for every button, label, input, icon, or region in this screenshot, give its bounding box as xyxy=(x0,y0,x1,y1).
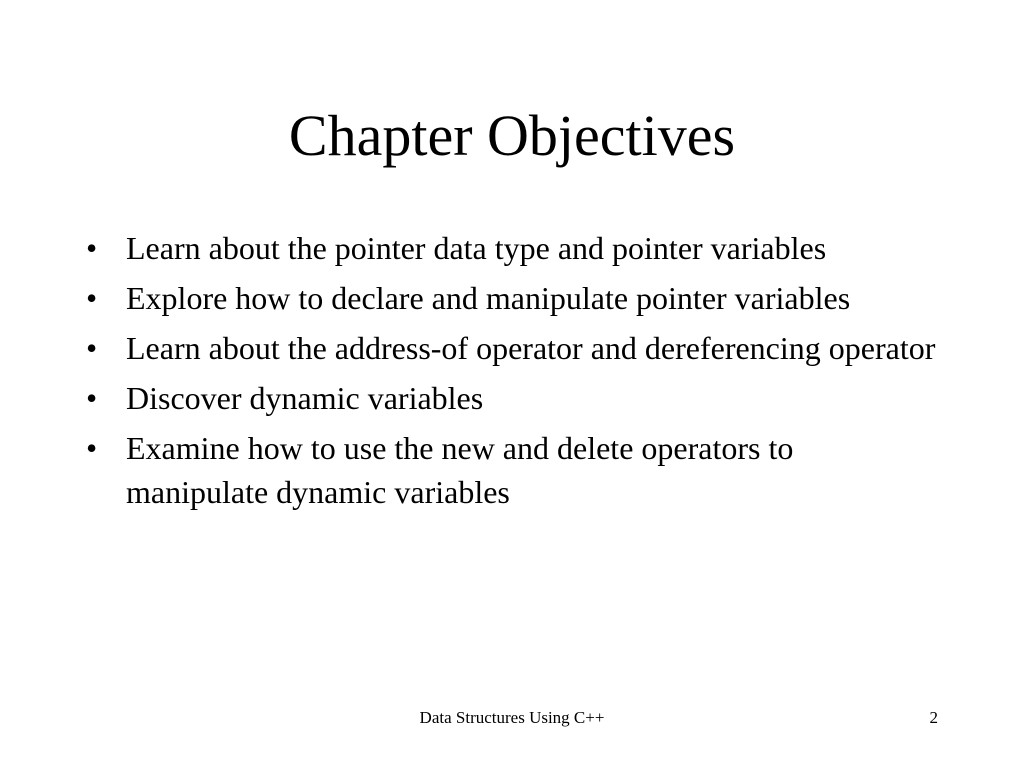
bullet-icon: • xyxy=(86,330,98,366)
bullet-icon: • xyxy=(86,280,98,316)
footer-text: Data Structures Using C++ xyxy=(419,708,605,727)
list-item xyxy=(82,376,942,420)
bullet-icon: • xyxy=(86,380,98,416)
bullet-list xyxy=(82,226,942,520)
bullet-icon: • xyxy=(86,430,98,466)
bullet-text: Discover dynamic variables xyxy=(126,380,484,416)
bullet-icon: • xyxy=(86,230,98,266)
bullet-text: Learn about the pointer data type and pointer variables xyxy=(126,230,827,266)
list-item xyxy=(82,326,942,370)
slide-title: Chapter Objectives xyxy=(288,103,736,168)
bullet-text: Examine how to use the new and delete operators to manipulate dynamic variables xyxy=(126,430,794,510)
page-number: 2 xyxy=(929,708,938,727)
list-item xyxy=(82,226,942,270)
bullet-text: Explore how to declare and manipulate pointer variables xyxy=(126,280,851,316)
list-item xyxy=(82,426,942,514)
list-item xyxy=(82,276,942,320)
bullet-text: Learn about the address-of operator and dereferencing operator xyxy=(126,330,936,366)
